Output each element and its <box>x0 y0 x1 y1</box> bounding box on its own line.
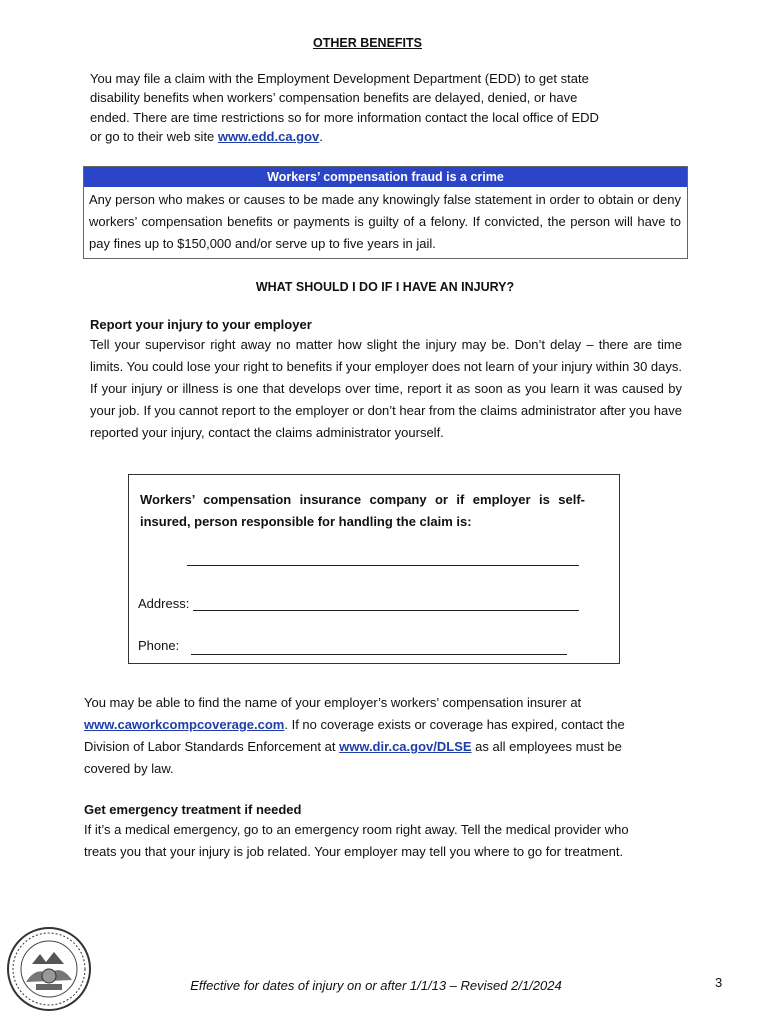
emergency-line: treats you that your injury is job related. Your employer may tell you where to go for treatment. <box>84 844 624 859</box>
coverage-line-prefix: Division of Labor Standards Enforcement at <box>84 739 340 754</box>
address-label: Address: <box>138 596 190 611</box>
dlse-link[interactable]: www.dir.ca.gov/DLSE <box>339 739 472 754</box>
fraud-notice-title: Workers’ compensation fraud is a crime <box>84 167 687 187</box>
page-number: 3 <box>715 975 723 990</box>
coverage-paragraph <box>84 692 684 780</box>
coverage-line <box>84 736 684 758</box>
injury-section-heading: WHAT SHOULD I DO IF I HAVE AN INJURY? <box>255 280 515 294</box>
footer-text: Effective for dates of injury on or after 1/1/13 – Revised 2/1/2024 <box>190 978 562 993</box>
phone-line[interactable] <box>191 654 567 655</box>
phone-label: Phone: <box>138 638 180 653</box>
coverage-line: You may be able to find the name of your employer’s workers’ compensation insurer at <box>84 695 582 710</box>
fraud-notice-box <box>83 166 688 259</box>
coverage-line <box>84 714 684 736</box>
other-benefits-heading: OTHER BENEFITS <box>312 36 423 50</box>
insurer-name-line[interactable] <box>187 565 579 566</box>
insurer-info-box <box>128 474 620 664</box>
other-benefits-paragraph <box>90 69 690 146</box>
caworkcompcoverage-link[interactable]: www.caworkcompcoverage.com <box>84 717 285 732</box>
report-injury-body: Tell your supervisor right away no matter how slight the injury may be. Don’t delay – there are time limits. You could lose your right to benefits if your employer does not learn of your injury within 30 days. If your injury or illness is one that develops over time, report it as soon as you learn it was caused by your job. If you cannot report to the employer or don’t hear from the claims administrator after you have reported your injury, contact the claims administrator yourself. <box>90 337 682 440</box>
insurer-box-title: Workers’ compensation insurance company or if employer is self-insured, person responsible for handling the claim is: <box>140 492 585 529</box>
coverage-line: covered by law. <box>84 761 174 776</box>
emergency-paragraph <box>84 819 684 863</box>
other-benefits-line: You may file a claim with the Employment Development Department (EDD) to get state <box>90 71 589 86</box>
address-line[interactable] <box>193 610 579 611</box>
report-injury-subheading: Report your injury to your employer <box>90 317 312 332</box>
coverage-line-rest: . If no coverage exists or coverage has expired, contact the <box>284 717 625 732</box>
other-benefits-line: disability benefits when workers’ compensation benefits are delayed, denied, or have <box>90 90 578 106</box>
coverage-line-suffix: as all employees must be <box>471 739 622 754</box>
other-benefits-line-prefix: or go to their web site <box>90 128 218 144</box>
state-seal-icon <box>6 926 92 1012</box>
fraud-notice-body: Any person who makes or causes to be made any knowingly false statement in order to obtain or deny workers’ compensation benefits or payments is guilty of a felony. If convicted, the person will have to pay fines up to $150,000 and/or serve up to five years in jail. <box>89 192 681 251</box>
emergency-line: If it’s a medical emergency, go to an emergency room right away. Tell the medical provider who <box>84 822 629 837</box>
edd-link[interactable]: www.edd.ca.gov <box>217 128 320 144</box>
emergency-subheading: Get emergency treatment if needed <box>84 802 302 817</box>
other-benefits-line <box>90 127 690 146</box>
other-benefits-line: ended. There are time restrictions so for more information contact the local office of EDD <box>90 109 599 125</box>
other-benefits-line-suffix: . <box>319 128 323 144</box>
